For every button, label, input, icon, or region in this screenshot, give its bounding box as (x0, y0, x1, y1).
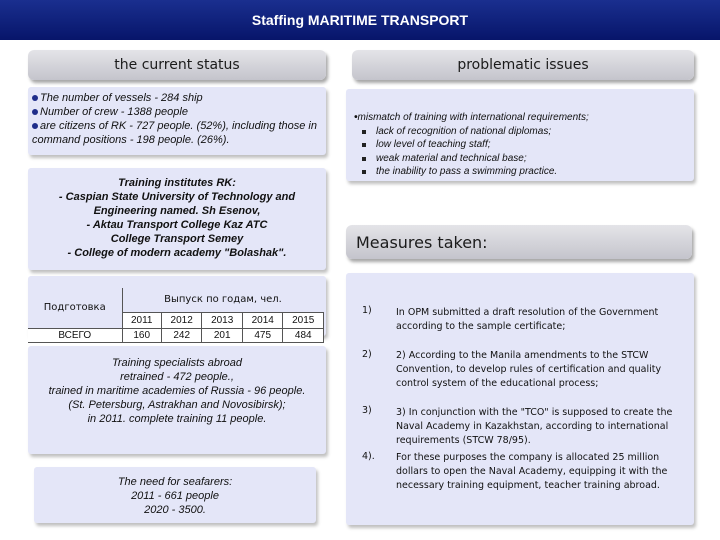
list-item: lack of recognition of national diplomas; (348, 125, 690, 139)
slide-title: Staffing MARITIME TRANSPORT (251, 12, 469, 28)
square-bullet-icon (362, 157, 366, 161)
institute-item: - Caspian State University of Technology and Engineering named. Sh Esenov, (58, 191, 296, 217)
abroad-retrained: retrained - 472 people., (120, 371, 234, 383)
problematic-list (348, 125, 690, 179)
table-year: 2011 (122, 312, 161, 328)
institute-item: - College of modern academy "Bolashak". (67, 247, 287, 259)
current-status-bar (28, 50, 326, 80)
status-line-citizens: are citizens of RK - 727 people. (52%), including those in command positions - 198 people. (26%). (32, 120, 317, 146)
slide-header (0, 0, 720, 40)
table-value: 475 (242, 328, 283, 342)
measures-panel (346, 273, 694, 525)
table-year: 2013 (202, 312, 243, 328)
problematic-issues-panel (346, 89, 694, 181)
training-table (28, 288, 324, 343)
seafarers-need-panel (34, 467, 316, 523)
measure-item: In OPM submitted a draft resolution of the Government according to the sample certificate; (396, 307, 659, 332)
table-year: 2014 (242, 312, 283, 328)
need-2011: 2011 - 661 people (131, 490, 219, 502)
current-status-title: the current status (114, 57, 240, 73)
measure-item: For these purposes the company is allocated 25 million dollars to open the Naval Academy, equipping it with the necessary training equipment, teacher training abroad. (396, 452, 668, 491)
table-year: 2012 (161, 312, 202, 328)
measure-number: 3) (362, 405, 372, 416)
square-bullet-icon (362, 143, 366, 147)
table-value: 160 (122, 328, 161, 342)
measure-number: 1) (362, 305, 372, 316)
status-line-crew: Number of crew - 1388 people (32, 105, 322, 119)
list-item: low level of teaching staff; (348, 138, 690, 152)
measures-taken-bar (346, 225, 692, 259)
bullet-icon (32, 95, 38, 101)
table-value: 201 (202, 328, 243, 342)
abroad-2011: in 2011. complete training 11 people. (87, 413, 267, 425)
measure-item: 2) According to the Manila amendments to the STCW Convention, to develop rules of certification and quality control system of the educational process; (396, 350, 662, 389)
table-group-header: Выпуск по годам, чел. (122, 288, 324, 312)
current-status-panel (28, 87, 326, 155)
bullet-icon (32, 123, 38, 129)
problematic-intro: •mismatch of training with international requirements; (354, 112, 589, 123)
status-line-vessels: The number of vessels - 284 ship (32, 91, 322, 105)
abroad-russia: trained in maritime academies of Russia - 96 people. (St. Petersburg, Astrakhan and Novosibirsk); (48, 385, 306, 411)
abroad-heading: Training specialists abroad (111, 357, 243, 369)
need-2020: 2020 - 3500. (144, 504, 206, 516)
training-institutes-panel (28, 168, 326, 270)
list-item: the inability to pass a swimming practice. (348, 165, 690, 179)
list-item: weak material and technical base; (348, 152, 690, 166)
bullet-icon (32, 109, 38, 115)
institute-item: - Aktau Transport College Kaz ATC (86, 219, 268, 231)
institutes-heading: Training institutes RK: (118, 177, 236, 189)
measure-number: 4). (362, 451, 375, 462)
square-bullet-icon (362, 130, 366, 134)
table-total-label: ВСЕГО (28, 328, 122, 342)
table-value: 242 (161, 328, 202, 342)
measures-taken-title: Measures taken: (356, 232, 488, 252)
square-bullet-icon (362, 170, 366, 174)
measure-number: 2) (362, 349, 372, 360)
training-abroad-panel (28, 346, 326, 454)
table-value: 484 (283, 328, 324, 342)
need-heading: The need for seafarers: (117, 476, 233, 488)
problematic-issues-bar (352, 50, 694, 80)
table-row-label: Подготовка (28, 288, 122, 328)
measure-item: 3) In conjunction with the "TCO" is supposed to create the Naval Academy in Kazakhstan, according to international requirements (STCW 78/95). (396, 407, 673, 446)
table-row (28, 328, 324, 342)
table-year: 2015 (283, 312, 324, 328)
institute-item: College Transport Semey (110, 233, 244, 245)
problematic-issues-title: problematic issues (457, 57, 589, 73)
